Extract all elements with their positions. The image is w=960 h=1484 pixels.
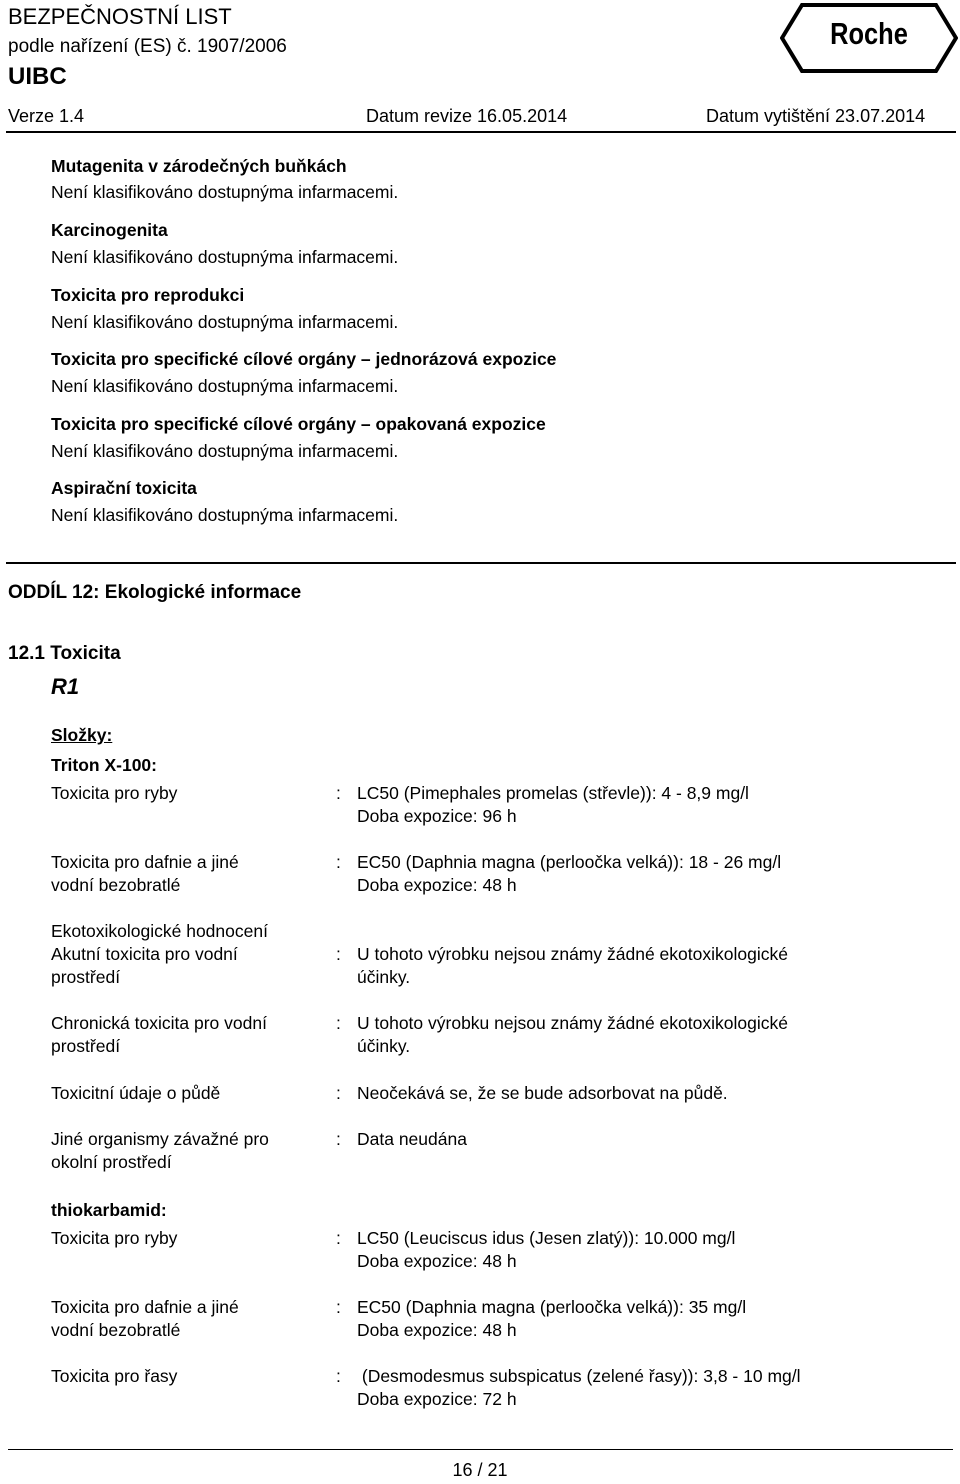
triton-soil-value: Neočekává se, že se bude adsorbovat na půdě. (357, 1083, 728, 1103)
product-name: UIBC (8, 63, 67, 90)
row-colon: : (336, 1013, 341, 1033)
row-colon: : (336, 1083, 341, 1103)
header-divider (6, 131, 956, 133)
row-colon: : (336, 783, 341, 803)
component-name-thiokarbamid: thiokarbamid: (51, 1200, 167, 1220)
triton-fish-label: Toxicita pro ryby (51, 783, 178, 803)
tox-text-stot-repeated: Není klasifikováno dostupnýma infarmacemi. (51, 441, 399, 461)
triton-other-organisms-value: Data neudána (357, 1129, 467, 1149)
print-date: Datum vytištění 23.07.2014 (706, 106, 926, 126)
tox-heading-stot-single: Toxicita pro specifické cílové orgány – jednorázová expozice (51, 349, 557, 369)
roche-logo-text: Roche (830, 16, 908, 51)
subsection-title: 12.1 Toxicita (8, 643, 121, 664)
triton-daphnia-value: EC50 (Daphnia magna (perloočka velká)): 18 - 26 mg/l Doba expozice: 48 h (357, 852, 782, 895)
document-title: BEZPEČNOSTNÍ LIST (8, 4, 232, 29)
tox-text-mutagenicity: Není klasifikováno dostupnýma infarmacemi. (51, 182, 399, 202)
triton-other-organisms-label: Jiné organismy závažné pro okolní prostředí (51, 1129, 269, 1172)
triton-chronic-value: U tohoto výrobku nejsou známy žádné ekotoxikologické účinky. (357, 1013, 788, 1056)
thio-daphnia-label: Toxicita pro dafnie a jiné vodní bezobratlé (51, 1297, 239, 1340)
roche-logo (780, 2, 958, 74)
row-colon: : (336, 852, 341, 872)
row-colon: : (336, 944, 341, 964)
footer-divider (8, 1449, 953, 1450)
tox-heading-mutagenicity: Mutagenita v zárodečných buňkách (51, 156, 347, 176)
row-colon: : (336, 1366, 341, 1386)
section-title: ODDÍL 12: Ekologické informace (8, 582, 302, 603)
triton-daphnia-label: Toxicita pro dafnie a jiné vodní bezobratlé (51, 852, 239, 895)
tox-text-reproduction: Není klasifikováno dostupnýma infarmacemi. (51, 312, 399, 332)
thio-daphnia-value: EC50 (Daphnia magna (perloočka velká)): 35 mg/l Doba expozice: 48 h (357, 1297, 747, 1340)
thio-algae-value: (Desmodesmus subspicatus (zelené řasy)): 3,8 - 10 mg/l Doba expozice: 72 h (357, 1366, 801, 1409)
triton-eco-assessment-label: Ekotoxikologické hodnocení (51, 921, 268, 941)
tox-heading-stot-repeated: Toxicita pro specifické cílové orgány – opakovaná expozice (51, 414, 546, 434)
components-label: Složky: (51, 725, 113, 745)
triton-acute-label: Akutní toxicita pro vodní prostředí (51, 944, 238, 987)
triton-acute-value: U tohoto výrobku nejsou známy žádné ekotoxikologické účinky. (357, 944, 788, 987)
tox-heading-carcinogenicity: Karcinogenita (51, 220, 168, 240)
page-number: 16 / 21 (452, 1460, 508, 1480)
triton-soil-label: Toxicitní údaje o půdě (51, 1083, 221, 1103)
triton-fish-value: LC50 (Pimephales promelas (střevle)): 4 - 8,9 mg/l Doba expozice: 96 h (357, 783, 749, 826)
section-divider (6, 562, 956, 564)
thio-fish-value: LC50 (Leuciscus idus (Jesen zlatý)): 10.000 mg/l Doba expozice: 48 h (357, 1228, 736, 1271)
revision-date: Datum revize 16.05.2014 (366, 106, 568, 126)
row-colon: : (336, 1297, 341, 1317)
tox-heading-reproduction: Toxicita pro reprodukci (51, 285, 245, 305)
version-label: Verze 1.4 (8, 106, 85, 126)
tox-text-stot-single: Není klasifikováno dostupnýma infarmacemi. (51, 376, 399, 396)
row-colon: : (336, 1129, 341, 1149)
component-name-triton: Triton X-100: (51, 755, 157, 775)
thio-algae-label: Toxicita pro řasy (51, 1366, 178, 1386)
thio-fish-label: Toxicita pro ryby (51, 1228, 178, 1248)
tox-heading-aspiration: Aspirační toxicita (51, 478, 197, 498)
triton-chronic-label: Chronická toxicita pro vodní prostředí (51, 1013, 267, 1056)
tox-text-carcinogenicity: Není klasifikováno dostupnýma infarmacemi. (51, 247, 399, 267)
r-code: R1 (51, 674, 80, 699)
tox-text-aspiration: Není klasifikováno dostupnýma infarmacemi. (51, 505, 399, 525)
regulation-reference: podle nařízení (ES) č. 1907/2006 (8, 36, 287, 57)
row-colon: : (336, 1228, 341, 1248)
